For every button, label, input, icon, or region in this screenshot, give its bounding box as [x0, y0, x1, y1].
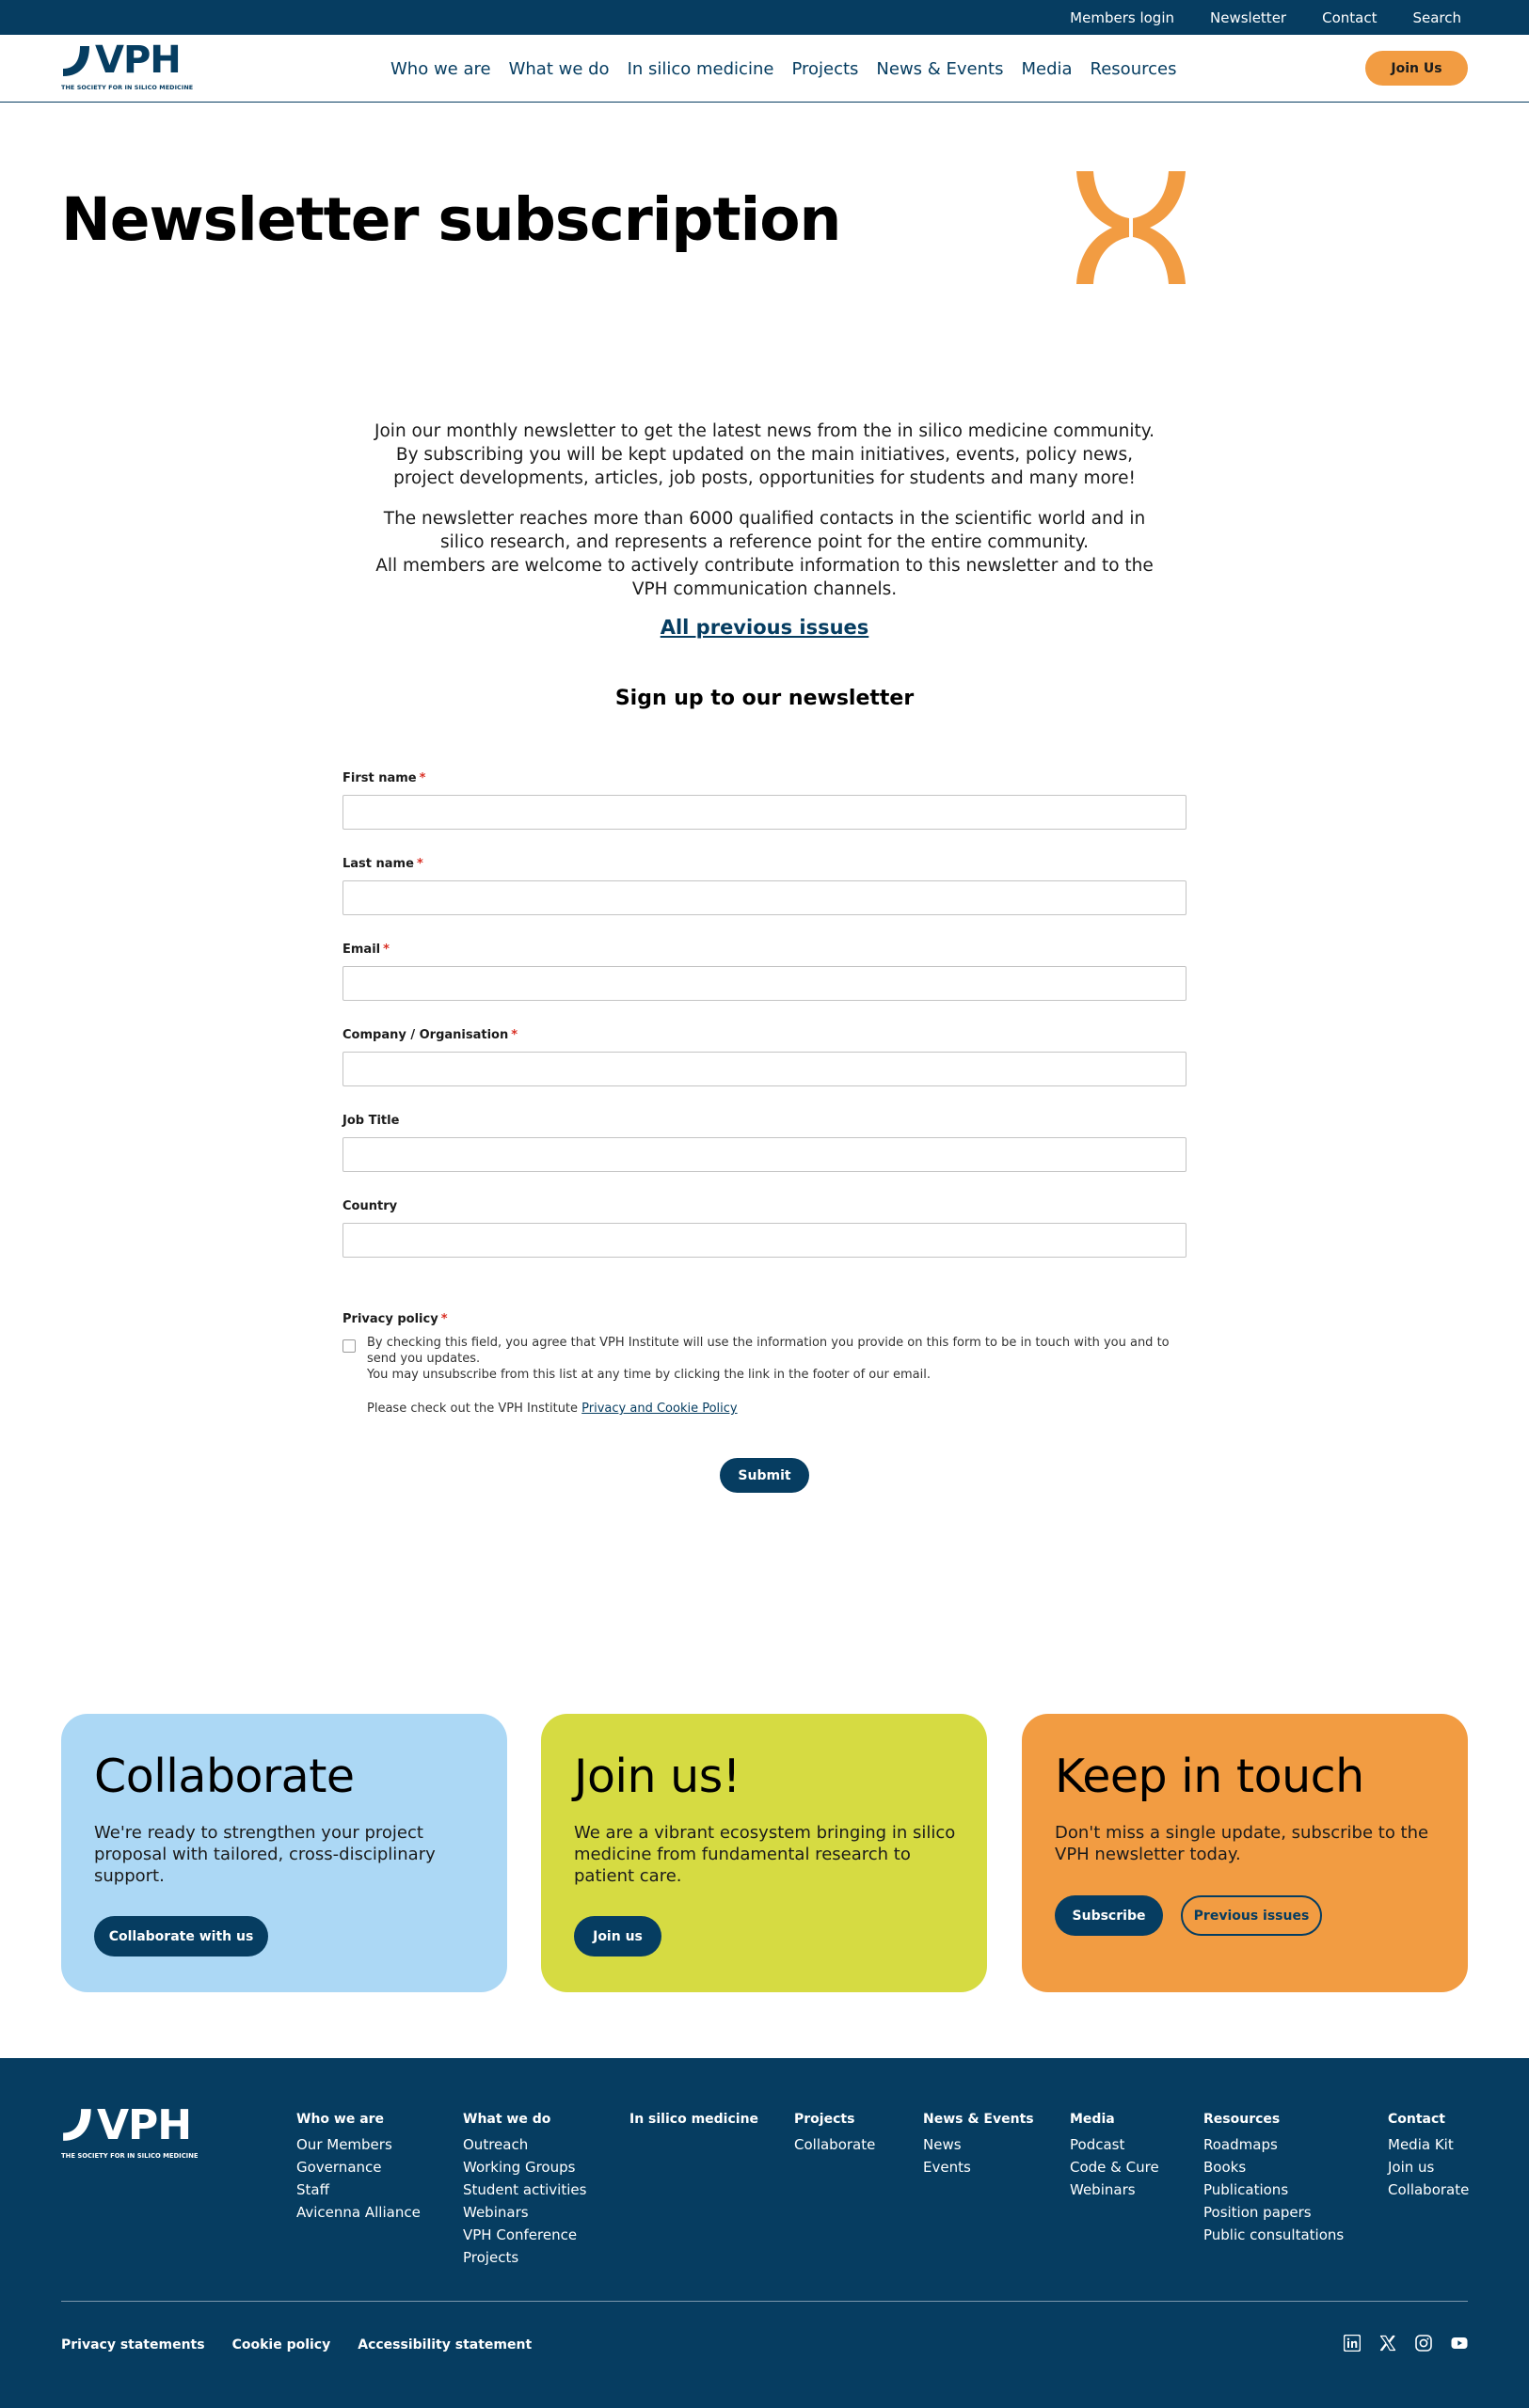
- first-name-label: First name *: [342, 771, 426, 785]
- intro-paragraph-reach: The newsletter reaches more than 6000 qualified contacts in the scientific world and in silico research, and represents a reference point for the entire community.: [383, 509, 1146, 552]
- required-mark: *: [416, 857, 423, 871]
- vph-logo[interactable]: [61, 39, 194, 97]
- join-us-card-button[interactable]: Join us: [574, 1916, 661, 1956]
- job-title-label: Job Title: [342, 1114, 400, 1128]
- logo-swoosh-icon: [61, 44, 95, 78]
- footer-heading[interactable]: Who we are: [296, 2112, 385, 2127]
- footer-link[interactable]: Working Groups: [463, 2159, 576, 2176]
- privacy-unsubscribe-line: You may unsubscribe from this list at any time by clicking the link in the footer of our email.: [367, 1368, 931, 1382]
- nav-news-events[interactable]: News & Events: [876, 58, 1004, 79]
- privacy-policy-field: [342, 1312, 1187, 1416]
- footer-logo-tagline: THE SOCIETY FOR IN SILICO MEDICINE: [61, 2152, 199, 2160]
- footer-heading[interactable]: In silico medicine: [629, 2112, 759, 2127]
- footer-link[interactable]: Roadmaps: [1203, 2136, 1278, 2153]
- footer-col-resources: [1203, 2112, 1344, 2246]
- email-field: [342, 943, 1187, 957]
- footer-link[interactable]: Outreach: [463, 2136, 529, 2153]
- privacy-policy-label: Privacy policy *: [342, 1312, 448, 1326]
- instagram-icon[interactable]: [1415, 2335, 1432, 2352]
- footer-link[interactable]: Publications: [1203, 2181, 1289, 2198]
- card-text: Don't miss a single update, subscribe to the VPH newsletter today.: [1055, 1823, 1429, 1864]
- utility-links: [1070, 0, 1461, 35]
- nav-in-silico-medicine[interactable]: In silico medicine: [627, 58, 774, 79]
- footer-link[interactable]: News: [923, 2136, 962, 2153]
- linkedin-icon[interactable]: [1344, 2335, 1361, 2352]
- card-title: Collaborate: [94, 1750, 355, 1803]
- footer-link[interactable]: Books: [1203, 2159, 1247, 2176]
- company-label: Company / Organisation *: [342, 1028, 518, 1042]
- footer-logo-wordmark: VPH: [97, 2101, 192, 2149]
- country-input[interactable]: [342, 1223, 1187, 1258]
- youtube-icon[interactable]: [1451, 2335, 1468, 2352]
- job-title-field: [342, 1114, 1187, 1128]
- footer-link[interactable]: Projects: [463, 2249, 519, 2266]
- all-previous-issues-link[interactable]: All previous issues: [660, 616, 869, 639]
- privacy-statements-link[interactable]: Privacy statements: [61, 2337, 205, 2353]
- footer-heading[interactable]: Resources: [1203, 2112, 1281, 2127]
- footer-link[interactable]: Collaborate: [1388, 2181, 1470, 2198]
- collaborate-card: [61, 1714, 507, 1992]
- submit-button[interactable]: Submit: [720, 1458, 809, 1493]
- card-title: Keep in touch: [1055, 1750, 1364, 1803]
- email-input[interactable]: [342, 966, 1187, 1001]
- footer-col-in-silico-medicine: [629, 2112, 758, 2133]
- footer-link[interactable]: Webinars: [463, 2204, 529, 2221]
- footer-link[interactable]: Staff: [296, 2181, 329, 2198]
- vph-brackets-icon: [1075, 169, 1187, 287]
- privacy-cookie-policy-link[interactable]: Privacy and Cookie Policy: [581, 1402, 738, 1416]
- footer-heading[interactable]: Projects: [794, 2112, 855, 2127]
- privacy-policy-line: Please check out the VPH Institute Privacy and Cookie Policy: [367, 1402, 738, 1416]
- join-us-button[interactable]: Join Us: [1365, 51, 1468, 86]
- privacy-consent-checkbox[interactable]: [342, 1339, 356, 1353]
- footer-heading[interactable]: News & Events: [923, 2112, 1034, 2127]
- required-mark: *: [511, 1028, 518, 1042]
- nav-projects[interactable]: Projects: [791, 58, 859, 79]
- privacy-consent-text: [367, 1335, 1176, 1417]
- main-nav: [390, 35, 1176, 103]
- footer-link[interactable]: Public consultations: [1203, 2226, 1345, 2243]
- first-name-input[interactable]: [342, 795, 1187, 830]
- required-mark: *: [419, 771, 426, 785]
- nav-who-we-are[interactable]: Who we are: [390, 58, 491, 79]
- site-footer: [0, 2058, 1529, 2408]
- footer-divider: [61, 2301, 1468, 2302]
- newsletter-link[interactable]: Newsletter: [1210, 8, 1287, 26]
- logo-wordmark: VPH: [95, 39, 181, 82]
- job-title-input[interactable]: [342, 1137, 1187, 1172]
- footer-heading[interactable]: Contact: [1388, 2112, 1445, 2127]
- footer-heading[interactable]: What we do: [463, 2112, 551, 2127]
- nav-what-we-do[interactable]: What we do: [508, 58, 610, 79]
- logo-swoosh-icon: [61, 2107, 97, 2143]
- footer-link[interactable]: VPH Conference: [463, 2226, 578, 2243]
- intro-paragraph: Join our monthly newsletter to get the latest news from the in silico medicine community. By subscribing you will be kept updated on the main initiatives, events, policy news, project developments, articles, job posts, opportunities for students and many more!: [374, 421, 1155, 488]
- footer-col-contact: [1388, 2112, 1469, 2201]
- card-text: We are a vibrant ecosystem bringing in silico medicine from fundamental research to patient care.: [574, 1823, 956, 1886]
- last-name-label: Last name *: [342, 857, 423, 871]
- utility-bar: [0, 0, 1529, 35]
- footer-logo[interactable]: [61, 2101, 202, 2165]
- footer-legal-links: [61, 2337, 532, 2353]
- join-us-card: [541, 1714, 987, 1992]
- card-text: We're ready to strengthen your project proposal with tailored, cross-disciplinary support.: [94, 1823, 436, 1886]
- footer-link[interactable]: Events: [923, 2159, 971, 2176]
- search-link[interactable]: Search: [1412, 8, 1461, 26]
- privacy-consent-line: By checking this field, you agree that VPH Institute will use the information you provide on this form to be in touch with you and to send you updates.: [367, 1336, 1170, 1366]
- nav-media[interactable]: Media: [1021, 58, 1073, 79]
- cookie-policy-link[interactable]: Cookie policy: [231, 2337, 331, 2353]
- country-label: Country: [342, 1199, 398, 1213]
- company-input[interactable]: [342, 1052, 1187, 1086]
- accessibility-statement-link[interactable]: Accessibility statement: [358, 2337, 533, 2353]
- footer-link[interactable]: Podcast: [1070, 2136, 1125, 2153]
- last-name-input[interactable]: [342, 880, 1187, 915]
- signup-heading: Sign up to our newsletter: [614, 687, 915, 710]
- last-name-field: [342, 857, 1187, 871]
- page-title: Newsletter subscription: [61, 185, 841, 254]
- footer-link[interactable]: Webinars: [1070, 2181, 1136, 2198]
- members-login-link[interactable]: Members login: [1070, 8, 1174, 26]
- footer-col-what-we-do: [463, 2112, 586, 2269]
- card-title: Join us!: [574, 1750, 741, 1803]
- footer-link[interactable]: Position papers: [1203, 2204, 1312, 2221]
- footer-link[interactable]: Avicenna Alliance: [296, 2204, 421, 2221]
- footer-col-news-events: [923, 2112, 1034, 2178]
- intro-paragraph-contribute: All members are welcome to actively contribute information to this newsletter and to the VPH communication channels.: [375, 556, 1154, 599]
- footer-link[interactable]: Code & Cure: [1070, 2159, 1159, 2176]
- required-mark: *: [383, 943, 390, 957]
- footer-col-projects: [794, 2112, 875, 2156]
- subscribe-button[interactable]: Subscribe: [1055, 1895, 1163, 1936]
- footer-link[interactable]: Our Members: [296, 2136, 392, 2153]
- collaborate-with-us-button[interactable]: Collaborate with us: [94, 1916, 268, 1956]
- footer-col-who-we-are: [296, 2112, 421, 2224]
- footer-link[interactable]: Governance: [296, 2159, 382, 2176]
- social-links: [1344, 2335, 1468, 2352]
- first-name-field: [342, 771, 1187, 785]
- intro-text: [367, 420, 1162, 601]
- previous-issues-button[interactable]: Previous issues: [1181, 1895, 1322, 1936]
- site-header: [0, 35, 1529, 103]
- contact-link[interactable]: Contact: [1322, 8, 1378, 26]
- keep-in-touch-card: [1022, 1714, 1468, 1992]
- email-label: Email *: [342, 943, 390, 957]
- company-field: [342, 1028, 1187, 1042]
- x-icon[interactable]: [1379, 2335, 1396, 2352]
- footer-link[interactable]: Join us: [1388, 2159, 1435, 2176]
- country-field: [342, 1199, 1187, 1213]
- footer-link[interactable]: Student activities: [463, 2181, 587, 2198]
- logo-tagline: THE SOCIETY FOR IN SILICO MEDICINE: [61, 84, 194, 91]
- footer-heading[interactable]: Media: [1070, 2112, 1115, 2127]
- footer-link[interactable]: Media Kit: [1388, 2136, 1454, 2153]
- footer-col-media: [1070, 2112, 1159, 2201]
- footer-link[interactable]: Collaborate: [794, 2136, 876, 2153]
- required-mark: *: [440, 1312, 448, 1326]
- nav-resources[interactable]: Resources: [1090, 58, 1177, 79]
